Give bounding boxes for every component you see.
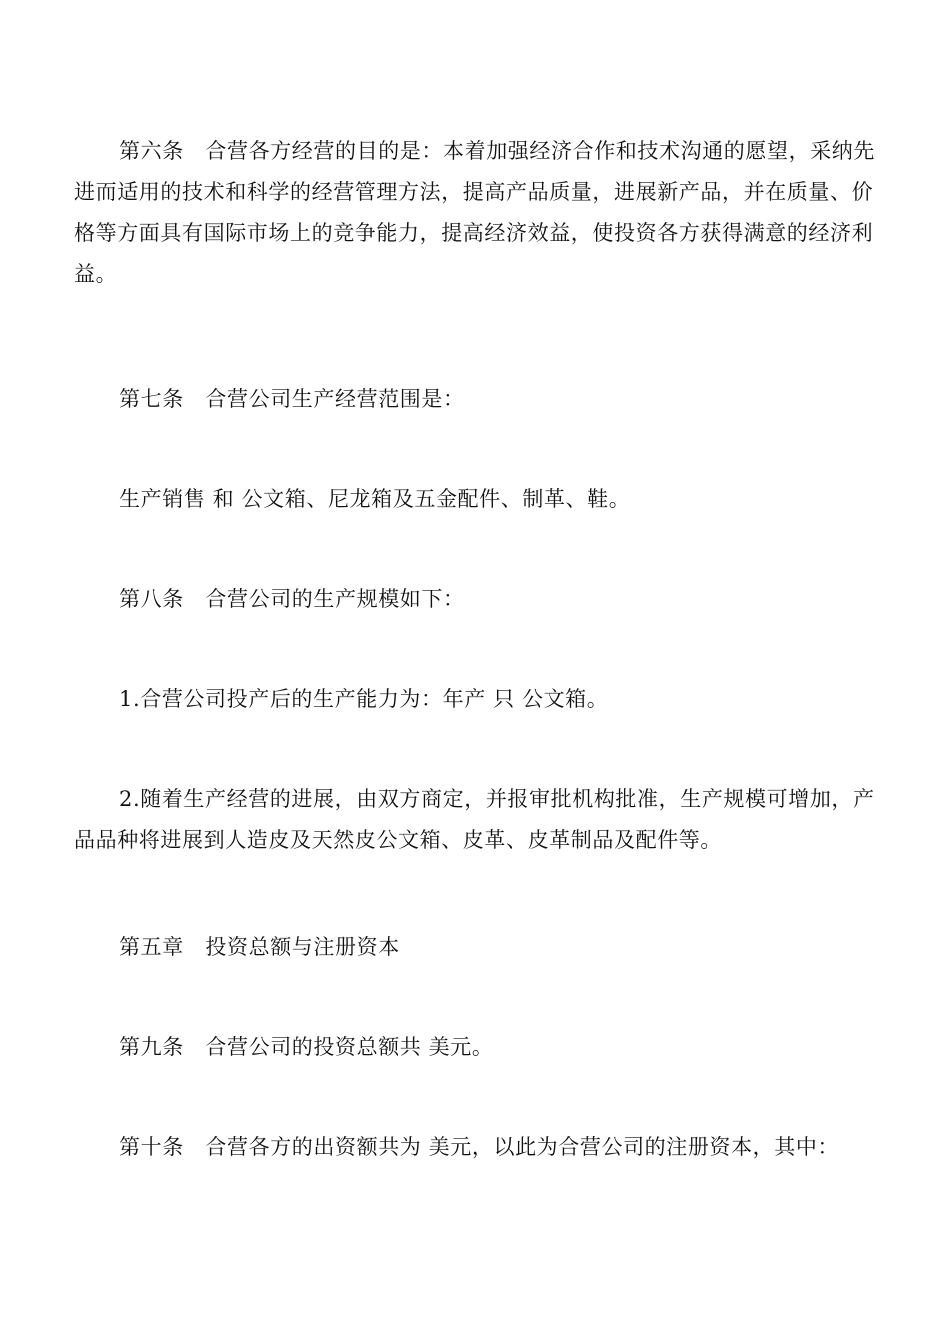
article-10-paragraph: 第十条 合营各方的出资额共为 美元，以此为合营公司的注册资本，其中： [119, 1135, 840, 1159]
production-capacity-item-1: 1.合营公司投产后的生产能力为：年产 只 公文箱。 [119, 687, 609, 711]
chapter-5-heading: 第五章 投资总额与注册资本 [119, 935, 400, 959]
production-capacity-item-2: 2.随着生产经营的进展，由双方商定，并报审批机构批准，生产规模可增加，产品品种将进展到人造皮及天然皮公文箱、皮革、皮革制品及配件等。 [74, 787, 875, 852]
article-8-heading: 第八条 合营公司的生产规模如下： [119, 587, 465, 611]
article-6-paragraph: 第六条 合营各方经营的目的是：本着加强经济合作和技术沟通的愿望，采纳先进而适用的技术和科学的经营管理方法，提高产品质量，进展新产品，并在质量、价格等方面具有国际市场上的竞争能力，提高经济效益，使投资各方获得满意的经济利益。 [74, 139, 875, 286]
article-7-heading: 第七条 合营公司生产经营范围是： [119, 387, 465, 411]
article-9-paragraph: 第九条 合营公司的投资总额共 美元。 [119, 1035, 494, 1059]
business-scope-paragraph: 生产销售 和 公文箱、尼龙箱及五金配件、制革、鞋。 [119, 487, 631, 511]
